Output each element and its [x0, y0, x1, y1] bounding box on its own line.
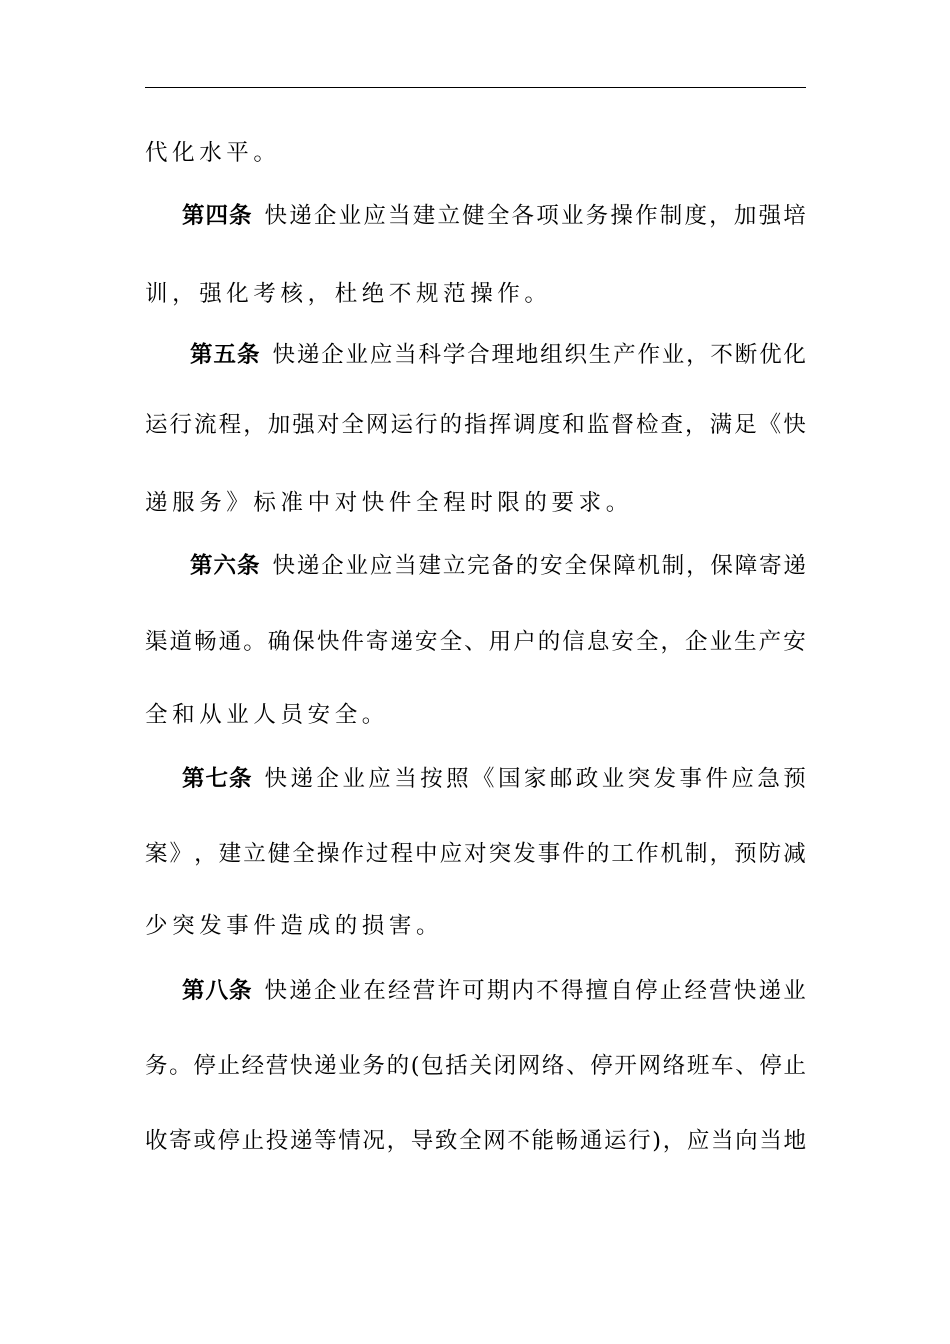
line-text: 渠 道 畅 通 。 确 保 快 件 寄 递 安 全 、 用 户 的 信 息 安 全 ， 企 业 生 产 安 [145, 629, 806, 655]
text-line [145, 483, 806, 523]
line-text: 务 。 停 止 经 营 快 递 业 务 的 ( 包 括 关 闭 网 络 、 停 开 网 络 班 车 、 停 止 [145, 1053, 806, 1079]
text-line [145, 133, 806, 173]
header-rule [145, 87, 806, 88]
text-line [145, 1046, 806, 1086]
line-text: 全和从业人员安全。 [145, 702, 389, 728]
line-text: 递服务》标准中对快件全程时限的要求。 [145, 490, 633, 516]
line-text: 训，强化考核，杜绝不规范操作。 [145, 281, 552, 307]
article-8-heading: 第八条 [182, 978, 253, 1004]
text-line [145, 834, 806, 874]
line-text: 快 递 企 业 应 当 科 学 合 理 地 组 织 生 产 作 业 ， 不 断 优 化 [272, 342, 806, 368]
line-text: 少突发事件造成的损害。 [145, 913, 444, 939]
line-text: 快 递 企 业 在 经 营 许 可 期 内 不 得 擅 自 停 止 经 营 快 递 业 [264, 978, 806, 1004]
article-4-heading: 第四条 [182, 203, 253, 229]
text-line [145, 695, 806, 735]
line-text: 收 寄 或 停 止 投 递 等 情 况 ， 导 致 全 网 不 能 畅 通 运 行 ) ， 应 当 向 当 地 [145, 1128, 806, 1154]
line-text: 快 递 企 业 应 当 建 立 完 备 的 安 全 保 障 机 制 ， 保 障 寄 递 [272, 553, 806, 579]
text-line [145, 1121, 806, 1161]
text-line [145, 906, 806, 946]
article-5-heading: 第五条 [190, 342, 261, 368]
article-7-heading: 第七条 [182, 766, 253, 792]
article-8-line [182, 971, 806, 1011]
line-text: 运 行 流 程 ， 加 强 对 全 网 运 行 的 指 挥 调 度 和 监 督 检 查 ， 满 足 《 快 [145, 412, 806, 438]
line-text: 快 递 企 业 应 当 按 照 《 国 家 邮 政 业 突 发 事 件 应 急 预 [264, 766, 806, 792]
line-text: 快 递 企 业 应 当 建 立 健 全 各 项 业 务 操 作 制 度 ， 加 强 培 [264, 203, 806, 229]
line-text: 代化水平。 [145, 140, 281, 166]
line-text: 案 》 ， 建 立 健 全 操 作 过 程 中 应 对 突 发 事 件 的 工 作 机 制 ， 预 防 减 [145, 841, 806, 867]
article-5-line [190, 335, 806, 375]
article-7-line [182, 759, 806, 799]
article-6-heading: 第六条 [190, 553, 261, 579]
text-line [145, 405, 806, 445]
article-4-line [182, 196, 806, 236]
text-line [145, 622, 806, 662]
article-6-line [190, 546, 806, 586]
text-line [145, 274, 806, 314]
